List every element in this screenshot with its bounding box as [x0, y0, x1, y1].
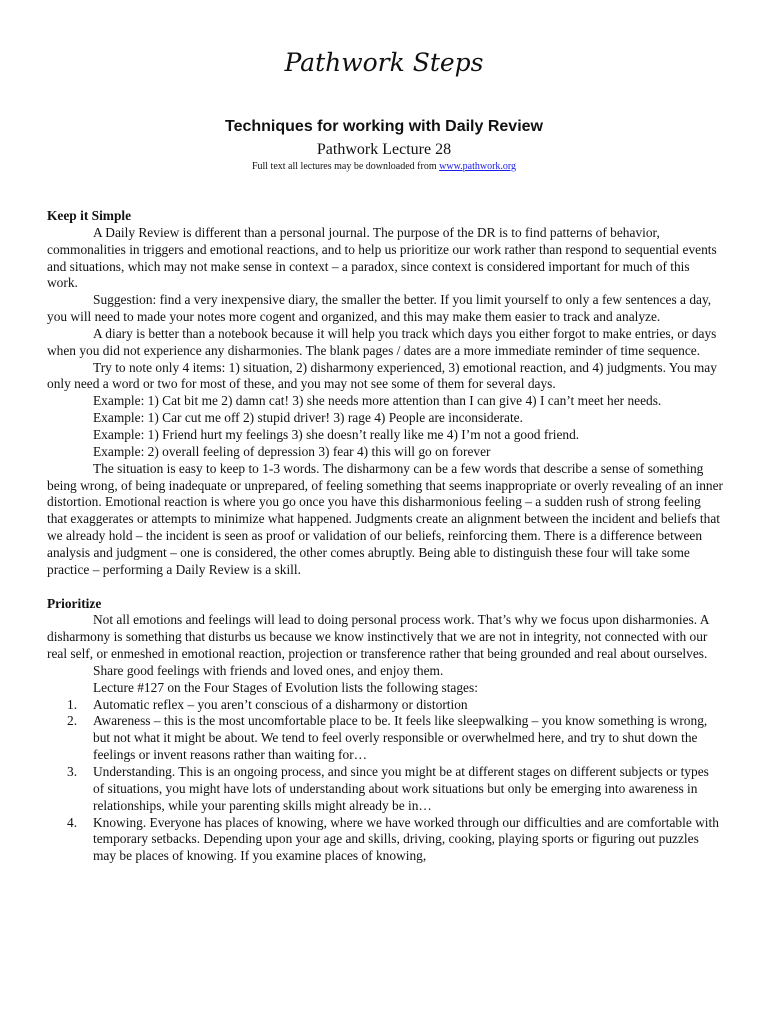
- paragraph: Suggestion: find a very inexpensive diary, the smaller the better. If you limit yourself to only a few sentences a day, you will need to made your notes more cogent and organized, and this may make them easier to track and analyze.: [47, 292, 712, 325]
- paragraph: Not all emotions and feelings will lead to doing personal process work. That’s why we focus upon disharmonies. A disharmony is something that disturbs us because we know instinctively that we are not in integrity, not connected with our real self, or enmeshed in emotional reaction, projection or transference rather that being grounded and real about ourselves.: [47, 612, 709, 662]
- paragraph: Share good feelings with friends and loved ones, and enjoy them.: [93, 662, 444, 678]
- document-title: Pathwork Steps: [284, 48, 484, 77]
- paragraph: The situation is easy to keep to 1-3 words. The disharmony can be a few words that describe a sense of something being wrong, of being inadequate or unprepared, of feeling something that seems inappropriate or overly revealing of an inner distortion. Emotional reaction is where you go once you have this disharmonious feeling – a sudden rush of strong feeling that exaggerates or attempts to minimize what happened. Judgments create an alignment between the incident and beliefs that we already hold – the incident is seen as proof or validation of our beliefs, reinforcing them. There is a difference between analysis and judgment – one is considered, the other comes abruptly. Being able to distinguish these four will take some practice – performing a Daily Review is a skill.: [47, 460, 723, 577]
- list-item: [67, 814, 723, 866]
- list-item: [67, 713, 723, 764]
- paragraph: Try to note only 4 items: 1) situation, 2) disharmony experienced, 3) emotional reaction, and 4) judgments. You may only need a word or two for most of these, and you may not see some of them for several days.: [47, 359, 717, 392]
- list-number: 1.: [67, 696, 78, 712]
- document-subtitle: Techniques for working with Daily Review: [225, 118, 543, 135]
- document-body: [47, 208, 723, 865]
- example-line: Example: 1) Cat bit me 2) damn cat! 3) she needs more attention than I can give 4) I can’t meet her needs.: [93, 393, 662, 409]
- paragraph: Lecture #127 on the Four Stages of Evolution lists the following stages:: [93, 679, 478, 695]
- list-item: [67, 764, 723, 815]
- example-line: Example: 1) Friend hurt my feelings 3) she doesn’t really like me 4) I’m not a good friend.: [93, 426, 580, 442]
- list-number: 3.: [67, 764, 78, 779]
- lecture-reference: Pathwork Lecture 28: [316, 141, 452, 158]
- paragraph: A diary is better than a notebook because it will help you track which days you either forgot to make entries, or days when you did not experience any disharmonies. The blank pages / dates are a more immediate reminder of time sequence.: [47, 325, 717, 358]
- download-note-text: Full text all lectures may be downloaded from: [251, 161, 440, 172]
- list-item-text: Understanding. This is an ongoing process, and since you might be at different stages on different subjects or types of situations, you might have lots of understanding about work situations but only be emerging into awareness in relationships, while your parenting skills might already be in…: [93, 764, 709, 813]
- example-line: Example: 1) Car cut me off 2) stupid driver! 3) rage 4) People are inconsiderate.: [93, 410, 523, 426]
- section-heading-prioritize: Prioritize: [47, 595, 102, 611]
- list-item-text: Automatic reflex – you aren’t conscious of a disharmony or distortion: [93, 696, 468, 712]
- section-heading-keep-it-simple: Keep it Simple: [47, 208, 132, 223]
- pathwork-link[interactable]: www.pathwork.org: [439, 161, 517, 172]
- list-item: [67, 696, 723, 714]
- example-line: Example: 2) overall feeling of depression 3) fear 4) this will go on forever: [93, 443, 491, 459]
- list-number: 2.: [67, 713, 78, 729]
- list-item-text: Awareness – this is the most uncomfortable place to be. It feels like sleepwalking – you know something is wrong, but not what it might be about. We tend to feel overly responsible or overwhelmed here, and try to shut down the feelings or invent reasons rather than waiting for…: [93, 713, 708, 763]
- section-spacer: [47, 579, 723, 596]
- paragraph: A Daily Review is different than a personal journal. The purpose of the DR is to find patterns of behavior, commonalities in triggers and emotional reactions, and to help us prioritize our work rather than respond to sequential events and situations, which may not make sense in context – a paradox, since context is considered important for much of this work.: [47, 224, 717, 291]
- list-item-text: Knowing. Everyone has places of knowing, where we have worked through our difficulties and are comfortable with temporary setbacks. Depending upon your age and skills, driving, cooking, playing sports or figuring out puzzles may be places of knowing. If you examine places of knowing,: [93, 814, 719, 864]
- stages-list: [47, 697, 723, 865]
- download-note: [0, 161, 768, 172]
- list-number: 4.: [67, 814, 78, 830]
